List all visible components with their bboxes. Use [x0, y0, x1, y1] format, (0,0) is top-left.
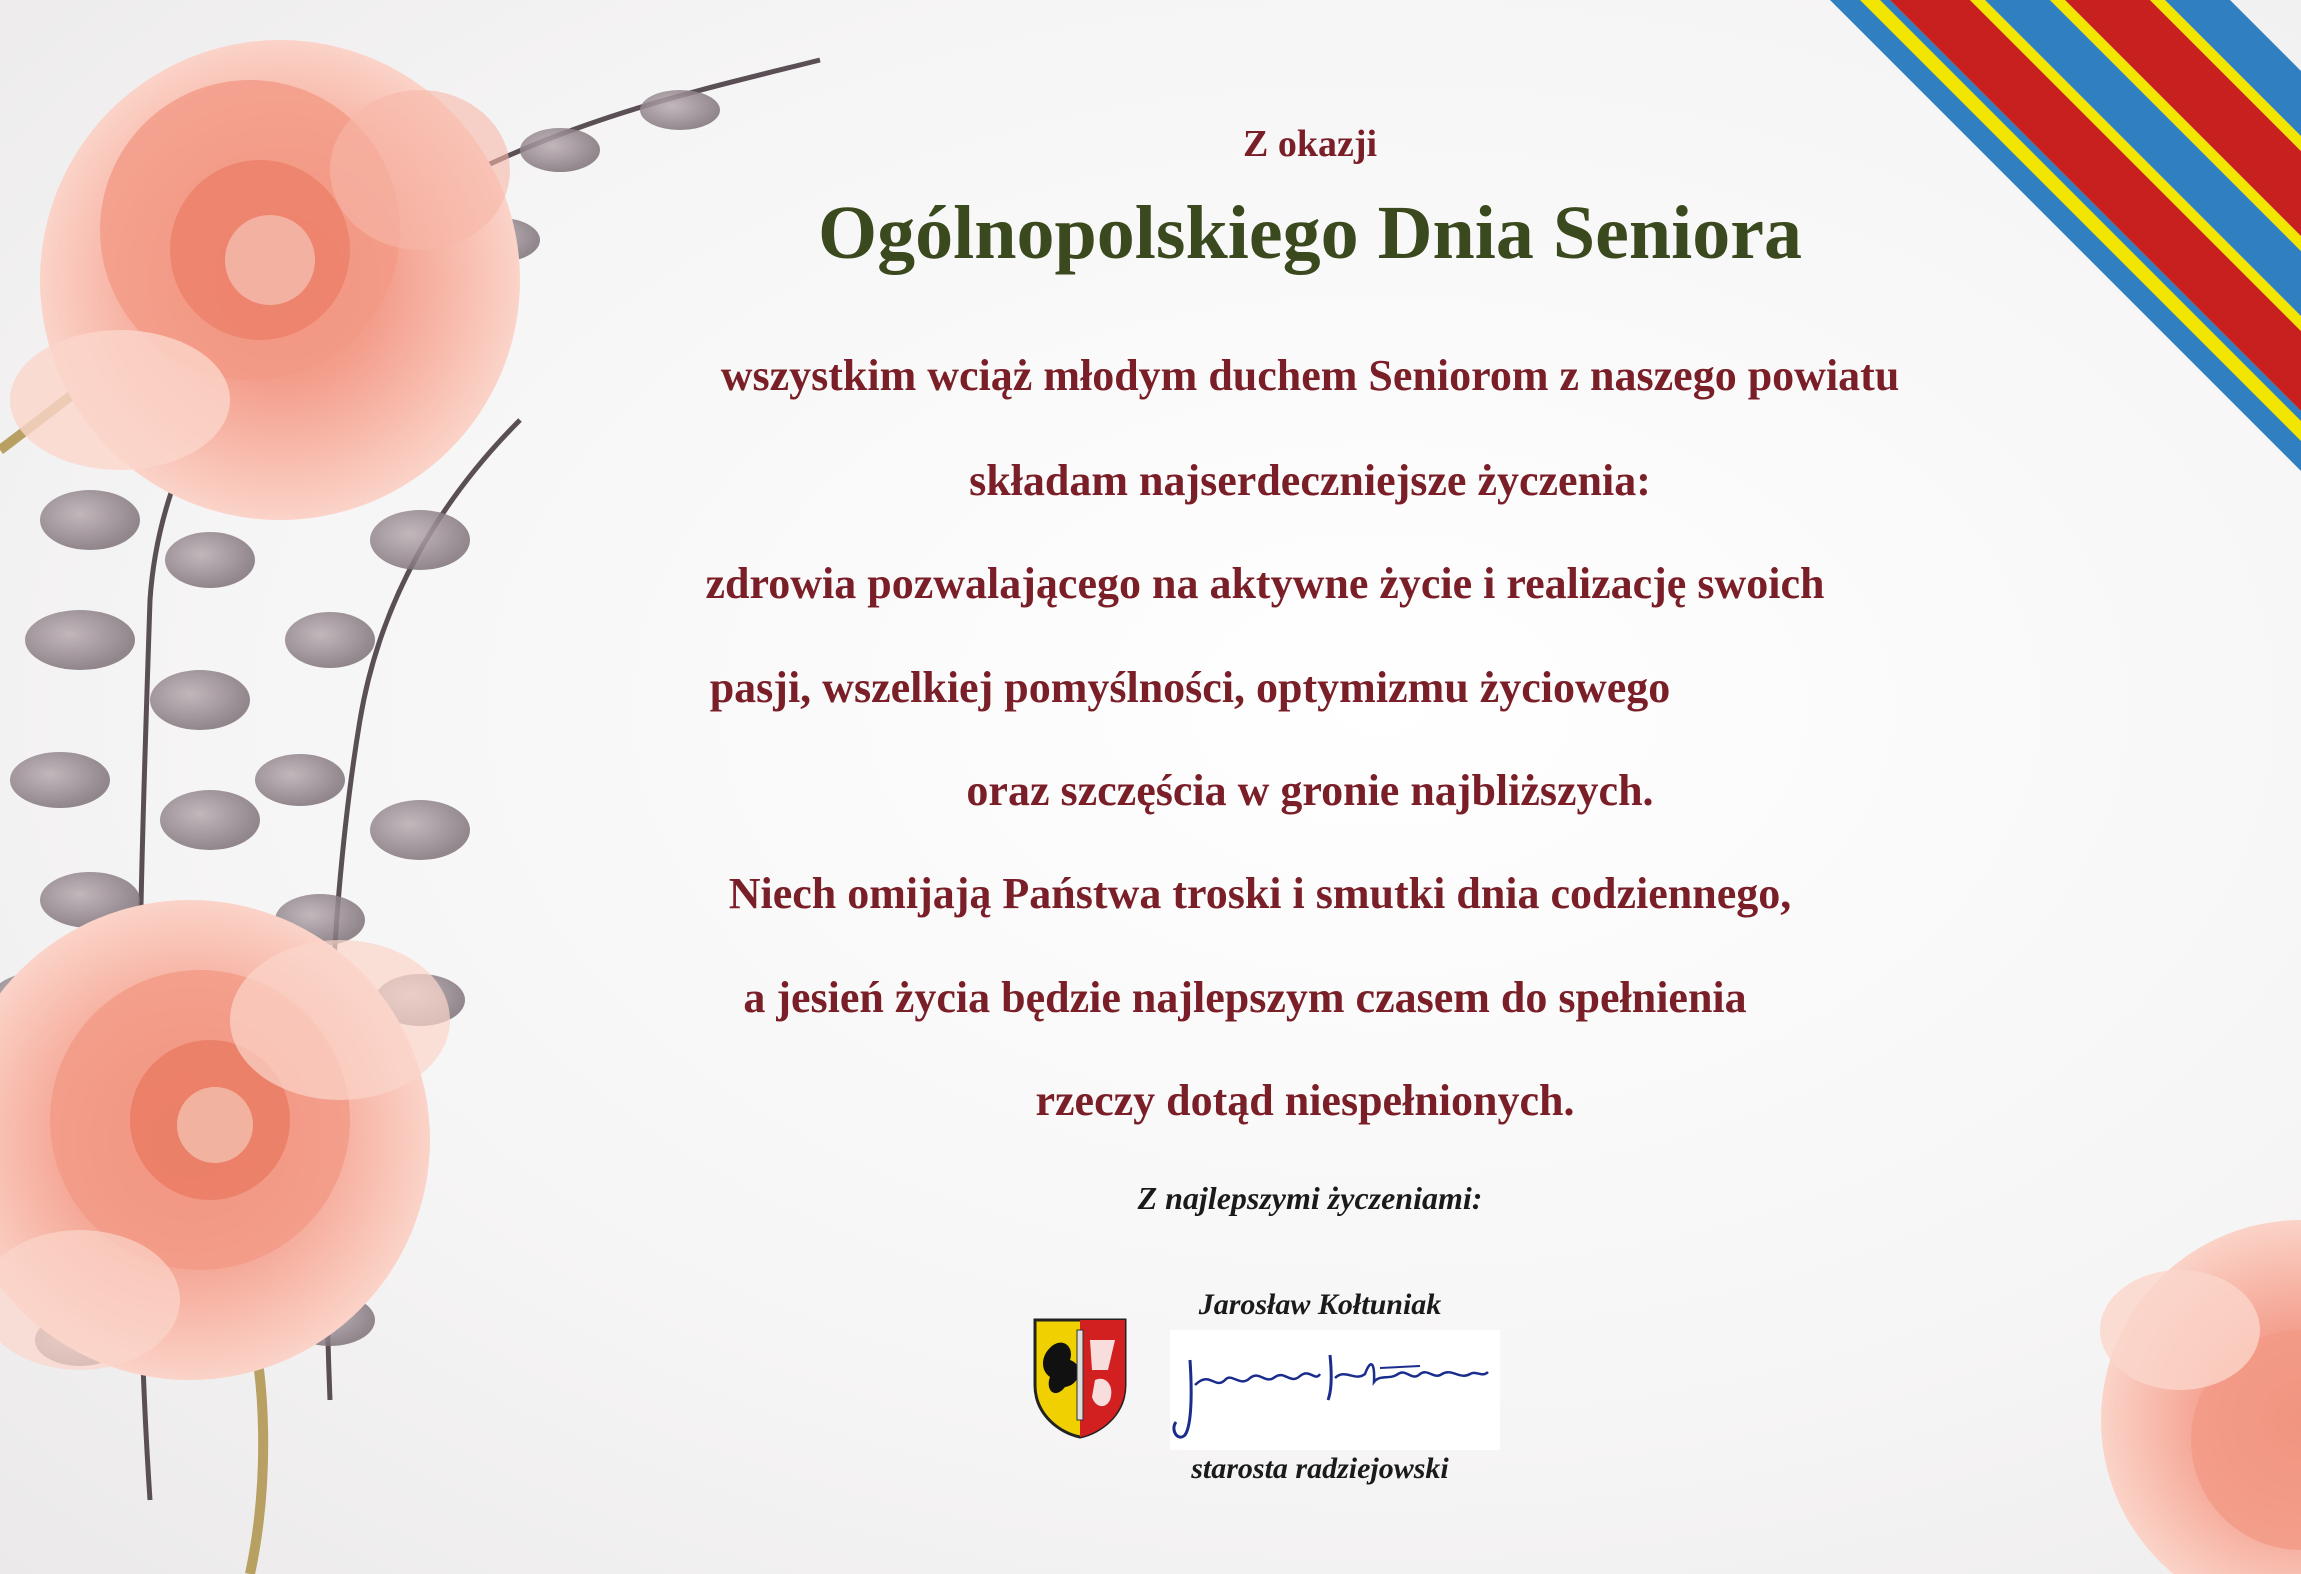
card-title: Ogólnopolskiego Dnia Seniora — [818, 191, 1802, 275]
peony-flower-top — [10, 40, 520, 520]
closing-text: Z najlepszymi życzeniami: — [1137, 1180, 1483, 1216]
wish-line: składam najserdeczniejsze życzenia: — [969, 456, 1651, 505]
wish-line: zdrowia pozwalającego na aktywne życie i realizację swoich — [705, 559, 1825, 608]
peony-flower-corner — [2100, 1220, 2301, 1574]
wish-line: wszystkim wciąż młodym duchem Seniorom z naszego powiatu — [720, 351, 1900, 400]
signer-name: Jarosław Kołtuniak — [1198, 1288, 1442, 1321]
occasion-text: Z okazji — [1242, 123, 1378, 165]
signer-role: starosta radziejowski — [1191, 1452, 1449, 1485]
wish-line: rzeczy dotąd niespełnionych. — [1035, 1076, 1575, 1125]
wish-line: Niech omijają Państwa troski i smutki dnia codziennego, — [728, 869, 1792, 918]
coat-of-arms-icon — [1030, 1315, 1130, 1440]
wish-line: a jesień życia będzie najlepszym czasem do spełnienia — [743, 973, 1747, 1022]
wish-line: pasji, wszelkiej pomyślności, optymizmu życiowego — [709, 663, 1671, 712]
handwritten-signature — [1170, 1330, 1500, 1450]
peony-flower-bottom — [0, 900, 450, 1380]
wish-line: oraz szczęścia w gronie najbliższych. — [966, 766, 1654, 815]
